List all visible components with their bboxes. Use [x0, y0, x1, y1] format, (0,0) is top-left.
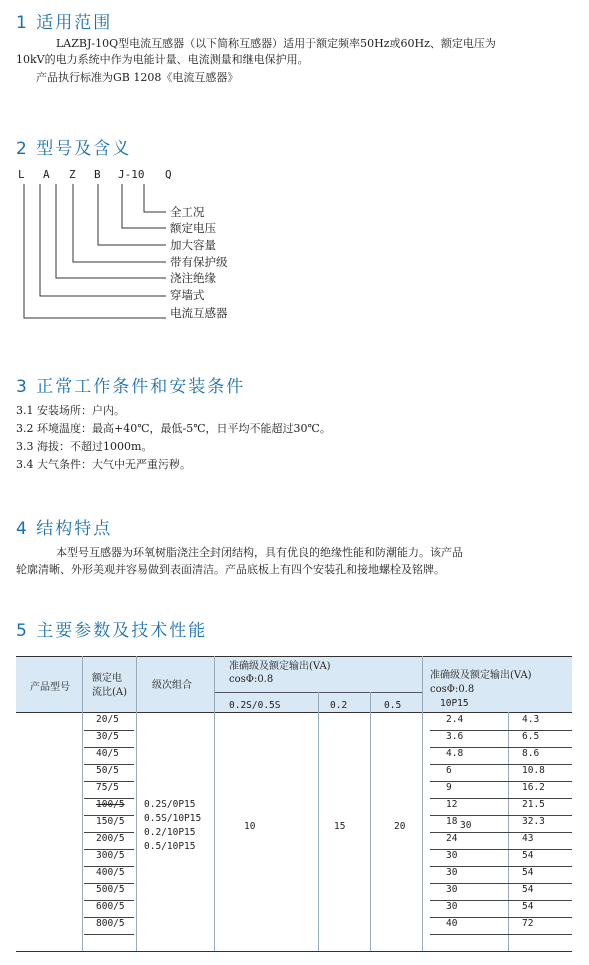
model-tree-lines: [0, 0, 589, 400]
table-row: 40: [446, 918, 458, 929]
table-row: 100/5: [96, 799, 125, 810]
row-rule: [430, 798, 572, 799]
row-rule: [430, 934, 572, 935]
meaning-full-condition: 全工况: [170, 205, 205, 219]
table-row: 300/5: [96, 850, 125, 861]
table-row: 72: [522, 918, 534, 929]
row-rule: [84, 815, 134, 816]
row-rule: [84, 781, 134, 782]
row-rule: [84, 832, 134, 833]
table-top-rule: [16, 656, 572, 657]
meaning-protection-level: 带有保护级: [170, 255, 228, 269]
table-row: 6: [446, 765, 452, 776]
divider: [82, 656, 83, 952]
section-3-heading: 3 正常工作条件和安装条件: [16, 377, 246, 397]
section-1-para-line2: 10kV的电力系统中作为电能计量、电流测量和继电保护用。: [16, 53, 309, 66]
meaning-current-transformer: 电流互感器: [170, 306, 228, 320]
header-group2-line1: 准确级及额定输出(VA): [430, 670, 532, 681]
header-group1-line2: cosΦ:0.8: [229, 674, 274, 685]
divider: [318, 692, 319, 952]
row-rule: [430, 917, 572, 918]
table-row: 9: [446, 782, 452, 793]
row-rule: [84, 934, 134, 935]
row-rule: [430, 815, 572, 816]
table-row: 8.6: [522, 748, 540, 759]
row-rule: [430, 849, 572, 850]
row-rule: [84, 900, 134, 901]
condition-item: 3.1 安装场所：户内。: [16, 404, 125, 417]
row-rule: [430, 900, 572, 901]
header-bottom-rule: [16, 712, 572, 713]
row-rule: [430, 747, 572, 748]
header-sub-05: 0.5: [384, 700, 402, 711]
row-rule: [430, 764, 572, 765]
code-letter-j10: J-10: [118, 168, 145, 181]
table-row: 4.8: [446, 748, 464, 759]
table-row: 4.3: [522, 714, 540, 725]
table-row: 400/5: [96, 867, 125, 878]
table-row: 600/5: [96, 901, 125, 912]
code-letter-b: B: [94, 168, 101, 181]
value-02s05s: 10: [244, 821, 256, 832]
table-row: 150/5: [96, 816, 125, 827]
table-row: 18: [446, 816, 458, 827]
meaning-large-capacity: 加大容量: [170, 238, 216, 252]
header-ratio-line2: 流比(A): [92, 687, 128, 698]
table-row: 16.2: [522, 782, 545, 793]
row-rule: [430, 866, 572, 867]
divider: [422, 656, 423, 952]
condition-item: 3.3 海拔：不超过1000m。: [16, 440, 153, 453]
table-row: 54: [522, 850, 534, 861]
combo-item: 0.2S/0P15: [144, 799, 196, 810]
table-row: 2.4: [446, 714, 464, 725]
divider: [136, 656, 137, 952]
value-02: 15: [334, 821, 346, 832]
table-row: 12: [446, 799, 458, 810]
table-row: 21.5: [522, 799, 545, 810]
row-rule: [84, 917, 134, 918]
header-group2-line2: cosΦ:0.8: [430, 684, 475, 695]
table-row: 30: [446, 884, 458, 895]
table-row: 3.6: [446, 731, 464, 742]
table-row: 200/5: [96, 833, 125, 844]
table-row: 30/5: [96, 731, 119, 742]
combo-item: 0.2/10P15: [144, 827, 196, 838]
code-letter-l: L: [18, 168, 25, 181]
row-rule: [84, 798, 134, 799]
row-rule: [430, 781, 572, 782]
code-letter-a: A: [43, 168, 50, 181]
row-rule: [430, 883, 572, 884]
table-row: 800/5: [96, 918, 125, 929]
table-row: 40/5: [96, 748, 119, 759]
row-rule: [84, 866, 134, 867]
header-ratio-line1: 额定电: [92, 673, 122, 684]
table-row: 30: [446, 867, 458, 878]
divider: [214, 656, 215, 952]
header-sub-10p15: 10P15: [440, 698, 469, 709]
row-rule: [430, 730, 572, 731]
table-row: 54: [522, 867, 534, 878]
condition-item: 3.2 环境温度：最高+40℃，最低-5℃，日平均不能超过30℃。: [16, 422, 331, 435]
table-row: 24: [446, 833, 458, 844]
table-row: 32.3: [522, 816, 545, 827]
code-letter-z: Z: [69, 168, 76, 181]
section-2-heading: 2 型号及含义: [16, 139, 132, 159]
section-5-heading: 5 主要参数及技术性能: [16, 621, 208, 641]
code-letter-q: Q: [165, 168, 172, 181]
table-row: 10.8: [522, 765, 545, 776]
table-row: 30: [446, 850, 458, 861]
meaning-wall-through: 穿墙式: [170, 288, 205, 302]
meaning-cast-insulation: 浇注绝缘: [170, 271, 216, 285]
header-sub-02s05s: 0.2S/0.5S: [229, 700, 281, 711]
section-4-line2: 轮廓清晰、外形美观并容易做到表面清洁。产品底板上有四个安装孔和接地螺栓及铭牌。: [16, 563, 445, 576]
header-sub-02: 0.2: [330, 700, 348, 711]
value-05: 20: [394, 821, 406, 832]
meaning-rated-voltage: 额定电压: [170, 221, 216, 235]
table-row: 54: [522, 884, 534, 895]
section-1-standard: 产品执行标准为GB 1208《电流互感器》: [36, 71, 239, 84]
row-rule: [84, 747, 134, 748]
combo-item: 0.5S/10P15: [144, 813, 202, 824]
header-group1-line1: 准确级及额定输出(VA): [229, 661, 331, 672]
table-row: 54: [522, 901, 534, 912]
table-row: 500/5: [96, 884, 125, 895]
table-row: 75/5: [96, 782, 119, 793]
table-row: 20/5: [96, 714, 119, 725]
table-row: 43: [522, 833, 534, 844]
table-row: 50/5: [96, 765, 119, 776]
section-1-para-line1: LAZBJ-10Q型电流互感器（以下简称互感器）适用于额定频率50Hz或60Hz、额定电压为: [56, 37, 496, 50]
row-rule: [84, 764, 134, 765]
row-rule: [84, 883, 134, 884]
table-row: 6.5: [522, 731, 540, 742]
section-4-heading: 4 结构特点: [16, 519, 113, 539]
row-rule: [430, 832, 572, 833]
combo-item: 0.5/10P15: [144, 841, 196, 852]
table-bottom-rule: [16, 951, 572, 952]
header-model: 产品型号: [30, 682, 70, 693]
section-4-line1: 本型号互感器为环氧树脂浇注全封闭结构，具有优良的绝缘性能和防潮能力。该产品: [56, 546, 463, 559]
divider: [370, 692, 371, 952]
row-rule: [84, 730, 134, 731]
row-rule: [84, 849, 134, 850]
section-1-heading: 1 适用范围: [16, 13, 113, 33]
table-row: 30: [446, 901, 458, 912]
stray-value: 30: [460, 820, 472, 831]
parameters-table: [16, 656, 572, 952]
header-combo: 级次组合: [152, 680, 192, 691]
condition-item: 3.4 大气条件：大气中无严重污秽。: [16, 458, 191, 471]
